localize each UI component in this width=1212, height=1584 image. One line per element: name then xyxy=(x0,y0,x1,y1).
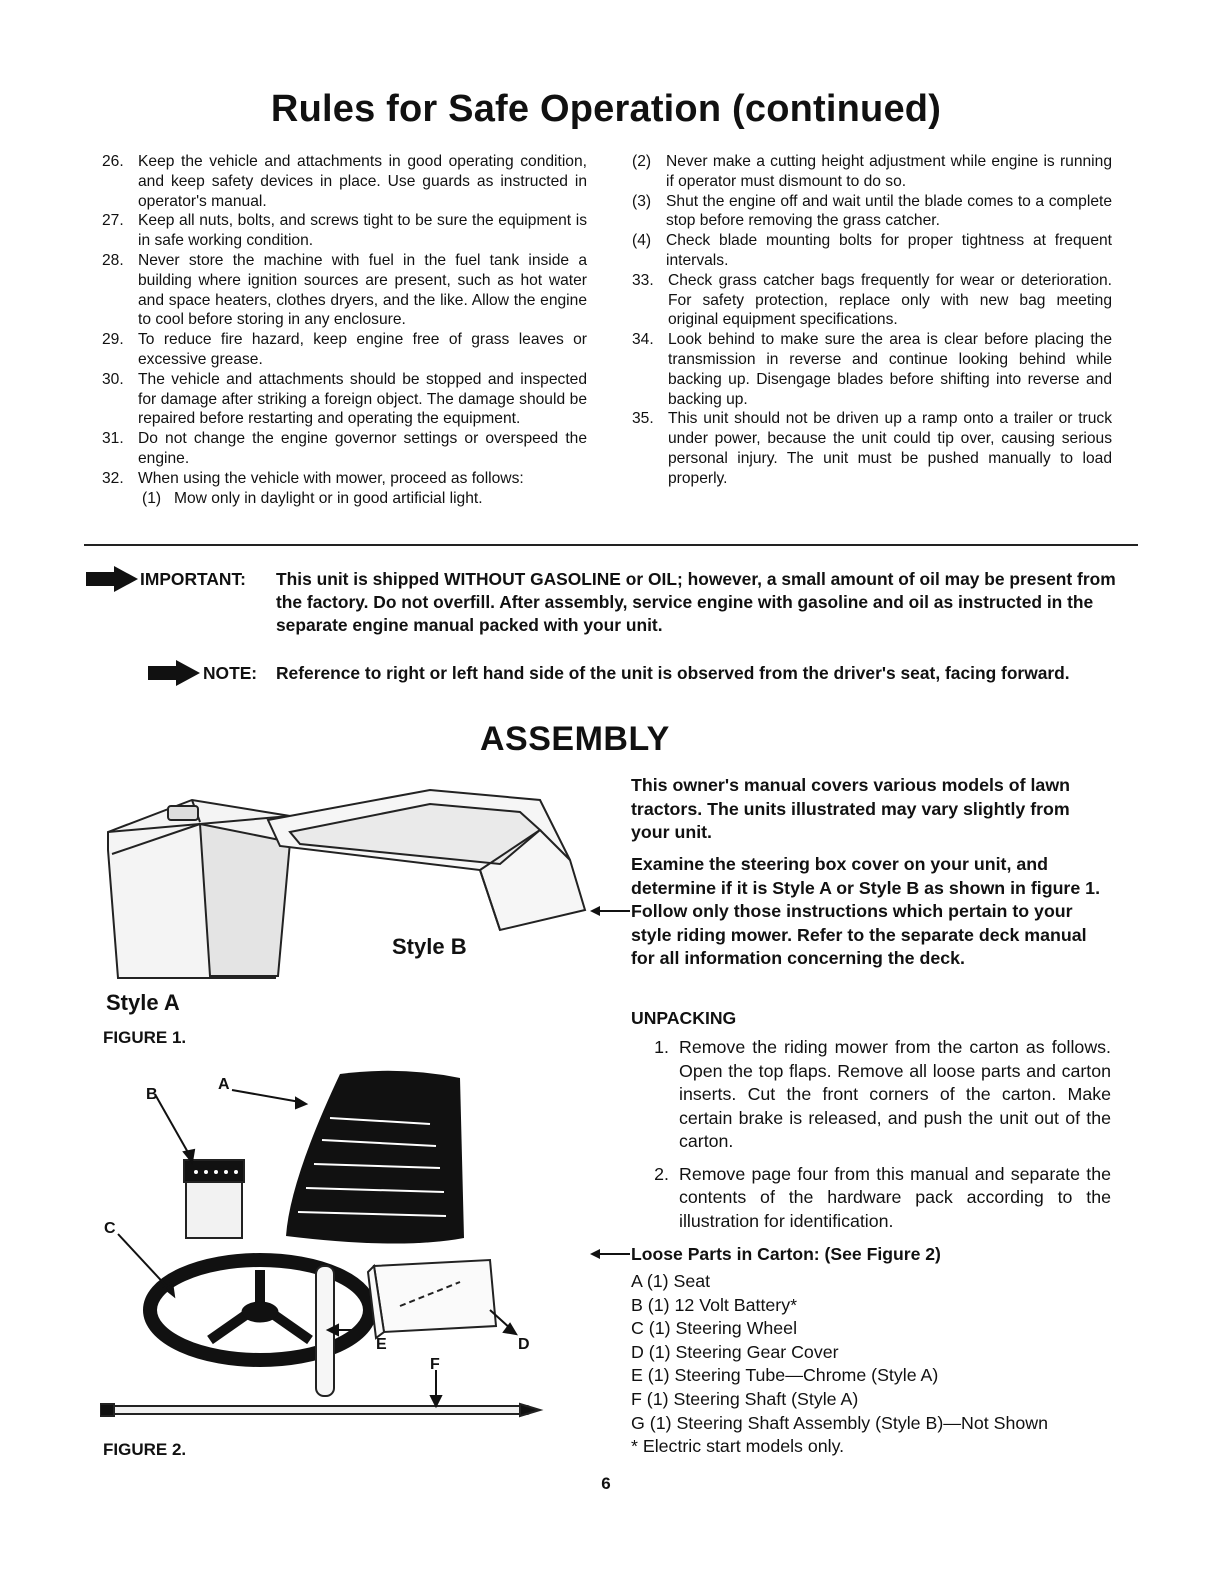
seat-part xyxy=(286,1071,464,1244)
rule-text: Keep the vehicle and attachments in good operating condition, and keep safety devices in place. Use guards as instructed in operator's manual. xyxy=(138,153,587,210)
rule-text: Keep all nuts, bolts, and screws tight to be sure the equipment is in safe working condition. xyxy=(138,212,587,250)
note-text: Reference to right or left hand side of the unit is observed from the driver's seat, facing forward. xyxy=(276,663,1070,683)
loose-part-item: G (1) Steering Shaft Assembly (Style B)—Not Shown xyxy=(631,1412,1049,1433)
rule-item xyxy=(632,330,1112,409)
arrow-right-icon xyxy=(86,566,138,592)
callout-a: A xyxy=(218,1076,230,1093)
style-b-cover xyxy=(268,790,585,930)
step-number: 1. xyxy=(654,1037,669,1057)
important-text: This unit is shipped WITHOUT GASOLINE or OIL; however, a small amount of oil may be present from the factory. Do not overfill. After assembly, service engine with gasoline and oil as instructed in the separate engine manual packed with your unit. xyxy=(276,569,1116,635)
rule-text: To reduce fire hazard, keep engine free of grass leaves or excessive grease. xyxy=(138,331,587,368)
rule-subitem-text: Check blade mounting bolts for proper tightness at frequent intervals. xyxy=(666,232,1112,269)
rule-text: This unit should not be driven up a ramp onto a trailer or truck under power, because the unit could tip over, causing serious personal injury. The unit must be pushed manually to load properly. xyxy=(668,410,1112,487)
rule-number: 29. xyxy=(102,331,124,349)
rule-item xyxy=(102,152,587,211)
rule-subitem-number: (1) xyxy=(142,489,162,507)
rule-number: 31. xyxy=(102,430,124,448)
rule-number: 30. xyxy=(102,370,124,388)
loose-part-item: D (1) Steering Gear Cover xyxy=(631,1341,839,1362)
steering-gear-cover-part xyxy=(368,1260,496,1338)
rule-text: Check grass catcher bags frequently for wear or deterioration. For safety protection, replace only with new bag meeting original equipment specifications. xyxy=(668,271,1112,329)
steering-shaft-part xyxy=(100,1404,540,1416)
figure-2-caption: FIGURE 2. xyxy=(103,1440,187,1459)
loose-part-item: B (1) 12 Volt Battery* xyxy=(631,1294,798,1315)
figure-2-illustration xyxy=(100,1060,600,1430)
loose-part-item: C (1) Steering Wheel xyxy=(631,1318,798,1339)
rule-number: 27. xyxy=(102,212,124,230)
rule-subitem xyxy=(632,152,1112,192)
page-title: Rules for Safe Operation (continued) xyxy=(270,88,942,130)
rule-number: 32. xyxy=(102,469,124,487)
rule-subitem xyxy=(632,231,1112,271)
arrow-right-icon xyxy=(148,660,200,686)
rule-item xyxy=(632,271,1112,330)
rule-item xyxy=(102,429,587,469)
rule-item xyxy=(632,409,1112,488)
battery-part xyxy=(184,1160,244,1238)
loose-parts-heading: Loose Parts in Carton: (See Figure 2) xyxy=(631,1244,941,1264)
rule-number: 35. xyxy=(632,410,654,428)
figure-1-illustration xyxy=(100,780,600,990)
rule-item xyxy=(102,330,587,370)
rule-text: Never store the machine with fuel in the fuel tank inside a building where ignition sources are present, such as hot water and space heaters, clothes dryers, and the like. Allow the engine to cool before storing in any enclosure. xyxy=(138,251,587,329)
step-text: Remove page four from this manual and separate the contents of the hardware pack according to the illustration for identification. xyxy=(679,1163,1111,1231)
page-number: 6 xyxy=(601,1474,611,1493)
callout-c: C xyxy=(104,1220,116,1237)
rule-item xyxy=(102,251,587,330)
rule-number: 28. xyxy=(102,251,124,269)
rules-right-column xyxy=(632,152,1112,489)
style-b-label: Style B xyxy=(392,934,467,959)
rule-number: 33. xyxy=(632,271,654,289)
assembly-intro-2: Examine the steering box cover on your unit, and determine if it is Style A or Style B as shown in figure 1. Follow only those instructions which pertain to your style riding mower. Refer to the separate deck manual for all information concerning the deck. xyxy=(631,854,1101,968)
loose-part-item: F (1) Steering Shaft (Style A) xyxy=(631,1388,859,1409)
style-a-cover xyxy=(108,800,290,978)
callout-b: B xyxy=(146,1086,158,1103)
unpacking-step xyxy=(631,1163,1111,1234)
rule-text: The vehicle and attachments should be stopped and inspected for damage after striking a foreign object. The damage should be repaired before restarting and operating the equipment. xyxy=(138,370,587,428)
figure-1-caption: FIGURE 1. xyxy=(103,1028,187,1047)
important-label: IMPORTANT: xyxy=(140,569,246,589)
note-label: NOTE: xyxy=(203,663,258,683)
step-text: Remove the riding mower from the carton as follows. Open the top flaps. Remove all loose parts and carton inserts. Cut the front corners of the carton. Make certain brake is released, and push the unit out of the carton. xyxy=(679,1037,1111,1151)
loose-part-item: A (1) Seat xyxy=(631,1271,711,1291)
rules-left-column xyxy=(102,152,587,508)
rule-subitem-number: (3) xyxy=(632,192,652,210)
unpacking-heading: UNPACKING xyxy=(631,1008,737,1028)
callout-d: D xyxy=(518,1336,530,1353)
loose-parts-list xyxy=(631,1270,1048,1459)
rule-number: 26. xyxy=(102,153,124,170)
rule-subitem xyxy=(632,192,1112,232)
rule-number: 34. xyxy=(632,331,654,349)
rule-item xyxy=(102,469,587,489)
steering-wheel-part xyxy=(150,1260,370,1360)
rule-subitem-text: Shut the engine off and wait until the blade comes to a complete stop before removing the grass catcher. xyxy=(666,192,1112,230)
rule-subitem-text: Mow only in daylight or in good artificial light. xyxy=(174,489,483,507)
loose-parts-footnote: * Electric start models only. xyxy=(631,1436,845,1457)
style-a-label: Style A xyxy=(106,990,180,1015)
step-number: 2. xyxy=(654,1163,669,1184)
callout-e: E xyxy=(376,1336,387,1353)
rule-text: When using the vehicle with mower, proceed as follows: xyxy=(138,469,524,487)
rule-subitem-number: (4) xyxy=(632,232,652,250)
rule-item xyxy=(102,211,587,251)
rule-subitem xyxy=(102,489,587,509)
rule-item xyxy=(102,370,587,429)
unpacking-step xyxy=(631,1036,1111,1154)
rule-text: Do not change the engine governor settings or overspeed the engine. xyxy=(138,430,587,467)
rule-subitem-number: (2) xyxy=(632,153,652,170)
section-divider xyxy=(84,544,1138,546)
assembly-heading: ASSEMBLY xyxy=(480,720,670,758)
loose-part-item: E (1) Steering Tube—Chrome (Style A) xyxy=(631,1365,939,1386)
rule-subitem-text: Never make a cutting height adjustment while engine is running if operator must dismount to do so. xyxy=(666,153,1112,190)
unpacking-steps xyxy=(631,1036,1111,1233)
assembly-intro-1: This owner's manual covers various models of lawn tractors. The units illustrated may vary slightly from your unit. xyxy=(631,775,1071,842)
rule-text: Look behind to make sure the area is clear before placing the transmission in reverse and continue looking behind while backing up. Disengage blades before shifting into reverse and backing up. xyxy=(668,331,1112,408)
callout-f: F xyxy=(430,1356,440,1373)
